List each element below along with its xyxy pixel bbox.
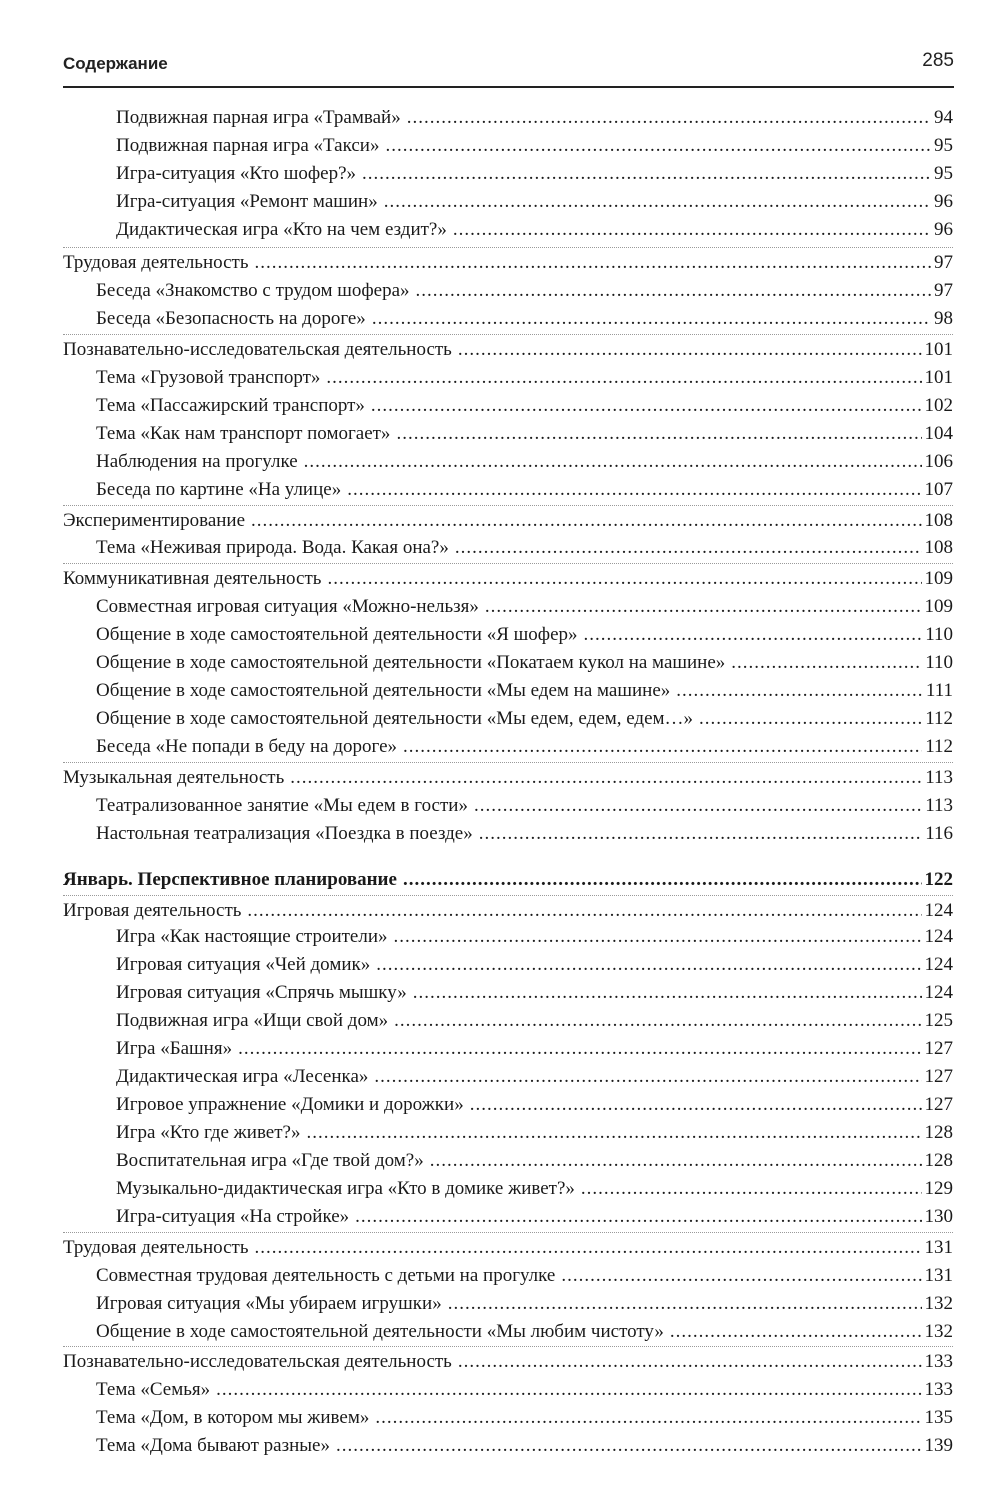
toc-entry[interactable] (63, 188, 953, 216)
dot-leader (455, 534, 922, 562)
toc-page-number: 111 (925, 680, 953, 701)
toc-entry[interactable] (63, 305, 953, 333)
toc-page-number: 131 (924, 1237, 953, 1258)
dot-leader (479, 820, 922, 848)
section-separator (63, 1346, 953, 1347)
toc-entry[interactable] (63, 593, 953, 621)
toc-entry-label: Тема «Пассажирский транспорт» (96, 395, 365, 416)
dot-leader (458, 1348, 922, 1376)
toc-entry-label: Игровая ситуация «Мы убираем игрушки» (96, 1293, 442, 1314)
toc-entry[interactable] (63, 1290, 953, 1318)
toc-entry-label: Трудовая деятельность (63, 1237, 249, 1258)
toc-entry[interactable] (63, 705, 953, 733)
toc-entry[interactable] (63, 1432, 953, 1460)
dot-leader (255, 1234, 922, 1262)
toc-entry-label: Тема «Дом, в котором мы живем» (96, 1407, 370, 1428)
dot-leader (376, 951, 921, 979)
toc-entry-label: Беседа «Безопасность на дороге» (96, 308, 366, 329)
toc-page-number: 95 (934, 135, 953, 156)
toc-entry[interactable] (63, 677, 953, 705)
toc-entry-label: Подвижная игра «Ищи свой дом» (116, 1010, 389, 1031)
section-separator (63, 1232, 953, 1233)
toc-section[interactable] (63, 336, 953, 364)
toc-section[interactable] (63, 1348, 953, 1376)
page-header (63, 46, 954, 88)
toc-page-number: 94 (934, 107, 953, 128)
toc-entry-label: Общение в ходе самостоятельной деятельности «Мы любим чистоту» (96, 1321, 664, 1342)
toc-entry-label: Музыкальная деятельность (63, 767, 285, 788)
toc-entry-label: Совместная трудовая деятельность с детьми на прогулке (96, 1265, 556, 1286)
section-separator (63, 895, 953, 896)
toc-entry-label: Общение в ходе самостоятельной деятельности «Мы едем, едем, едем…» (96, 708, 694, 729)
dot-leader (238, 1035, 921, 1063)
toc-page-number: 122 (924, 869, 953, 890)
toc-page-number: 124 (924, 926, 953, 947)
dot-leader (430, 1147, 922, 1175)
toc-entry-label: Музыкально-дидактическая игра «Кто в домике живет?» (116, 1178, 575, 1199)
toc-entry[interactable] (63, 1262, 953, 1290)
dot-leader (394, 1007, 921, 1035)
toc-entry[interactable] (63, 1091, 953, 1119)
toc-entry-label: Игра-ситуация «Кто шофер?» (116, 163, 356, 184)
toc-entry[interactable] (63, 448, 953, 476)
dot-leader (347, 476, 921, 504)
toc-entry-label: Познавательно-исследовательская деятельность (63, 1351, 452, 1372)
toc-entry[interactable] (63, 160, 953, 188)
toc-page-number: 106 (924, 451, 953, 472)
toc-entry-label: Дидактическая игра «Лесенка» (116, 1066, 369, 1087)
dot-leader (581, 1175, 922, 1203)
toc-page-number: 96 (934, 219, 953, 240)
toc-entry[interactable] (63, 364, 953, 392)
toc-entry-label: Экспериментирование (63, 510, 246, 531)
section-separator (63, 334, 953, 335)
dot-leader (561, 1262, 921, 1290)
section-separator (63, 247, 953, 248)
dot-leader (407, 104, 931, 132)
toc-entry[interactable] (63, 392, 953, 420)
toc-entry-label: Совместная игровая ситуация «Можно-нельзя» (96, 596, 479, 617)
toc-section[interactable] (63, 764, 953, 792)
toc-page-number: 104 (924, 423, 953, 444)
toc-entry[interactable] (63, 216, 953, 244)
toc-entry[interactable] (63, 649, 953, 677)
toc-page-number: 125 (924, 1010, 953, 1031)
dot-leader (327, 565, 921, 593)
toc-page-number: 139 (924, 1435, 953, 1456)
dot-leader (336, 1432, 922, 1460)
toc-page-number: 133 (924, 1379, 953, 1400)
toc-page-number: 110 (925, 624, 953, 645)
dot-leader (699, 705, 922, 733)
toc-page-number: 128 (924, 1150, 953, 1171)
toc-page-number: 124 (924, 982, 953, 1003)
toc-chapter[interactable] (63, 866, 953, 894)
toc-page-number: 113 (925, 795, 953, 816)
dot-leader (396, 420, 921, 448)
toc-entry-label: Подвижная парная игра «Такси» (116, 135, 380, 156)
dot-leader (374, 1063, 921, 1091)
toc-entry-label: Беседа «Не попади в беду на дороге» (96, 736, 398, 757)
dot-leader (384, 188, 931, 216)
toc-entry-label: Игра-ситуация «На стройке» (116, 1206, 350, 1227)
dot-leader (372, 305, 931, 333)
toc-entry[interactable] (63, 1147, 953, 1175)
toc-entry-label: Общение в ходе самостоятельной деятельности «Я шофер» (96, 624, 578, 645)
toc-entry[interactable] (63, 1203, 953, 1231)
dot-leader (731, 649, 922, 677)
toc-entry-label: Общение в ходе самостоятельной деятельности «Покатаем кукол на машине» (96, 652, 726, 673)
dot-leader (448, 1290, 922, 1318)
toc-entry-label: Игра «Как настоящие строители» (116, 926, 388, 947)
dot-leader (290, 764, 922, 792)
toc-entry-label: Тема «Дома бывают разные» (96, 1435, 330, 1456)
section-separator (63, 563, 953, 564)
toc-page-number: 135 (924, 1407, 953, 1428)
dot-leader (403, 733, 922, 761)
toc-page-number: 133 (924, 1351, 953, 1372)
toc-entry-label: Общение в ходе самостоятельной деятельности «Мы едем на машине» (96, 680, 671, 701)
dot-leader (362, 160, 931, 188)
toc-entry-label: Настольная театрализация «Поездка в поезде» (96, 823, 473, 844)
toc-entry[interactable] (63, 1175, 953, 1203)
toc-page-number: 98 (934, 308, 953, 329)
toc-entry-label: Беседа по картине «На улице» (96, 479, 342, 500)
toc-page-number: 95 (934, 163, 953, 184)
toc-section[interactable] (63, 1234, 953, 1262)
toc-page-number: 110 (925, 652, 953, 673)
toc-entry[interactable] (63, 621, 953, 649)
dot-leader (474, 792, 922, 820)
toc-entry[interactable] (63, 1063, 953, 1091)
dot-leader (394, 923, 922, 951)
dot-leader (375, 1404, 921, 1432)
toc-entry[interactable] (63, 979, 953, 1007)
toc-entry[interactable] (63, 104, 953, 132)
toc-entry[interactable] (63, 420, 953, 448)
toc-entry-label: Познавательно-исследовательская деятельность (63, 339, 452, 360)
toc-entry-label: Игровая деятельность (63, 900, 242, 921)
toc-page-number: 113 (925, 767, 953, 788)
toc-page-number: 96 (934, 191, 953, 212)
toc-section[interactable] (63, 249, 953, 277)
toc-page-number: 127 (924, 1066, 953, 1087)
toc-entry[interactable] (63, 792, 953, 820)
toc-page-number: 97 (934, 252, 953, 273)
toc-entry-label: Подвижная парная игра «Трамвай» (116, 107, 401, 128)
toc-entry-label: Коммуникативная деятельность (63, 568, 322, 589)
toc-entry[interactable] (63, 1376, 953, 1404)
page-number: 285 (922, 50, 954, 71)
dot-leader (470, 1091, 922, 1119)
toc-entry-label: Тема «Как нам транспорт помогает» (96, 423, 391, 444)
section-separator (63, 505, 953, 506)
toc-entry-label: Игровая ситуация «Спрячь мышку» (116, 982, 407, 1003)
toc-entry[interactable] (63, 277, 953, 305)
dot-leader (458, 336, 922, 364)
dot-leader (304, 448, 922, 476)
toc-entry-label: Трудовая деятельность (63, 252, 249, 273)
toc-entry-label: Тема «Неживая природа. Вода. Какая она?» (96, 537, 449, 558)
toc-page-number: 108 (924, 510, 953, 531)
toc-entry[interactable] (63, 1007, 953, 1035)
toc-entry-label: Тема «Грузовой транспорт» (96, 367, 321, 388)
toc-page-number: 109 (924, 568, 953, 589)
toc-page-number: 116 (925, 823, 953, 844)
toc-page-number: 108 (924, 537, 953, 558)
toc-entry-label: Игровое упражнение «Домики и дорожки» (116, 1094, 464, 1115)
toc-entry[interactable] (63, 132, 953, 160)
toc-entry-label: Театрализованное занятие «Мы едем в гости» (96, 795, 468, 816)
dot-leader (670, 1318, 922, 1346)
toc-entry[interactable] (63, 1404, 953, 1432)
toc-entry-label: Игра «Кто где живет?» (116, 1122, 301, 1143)
toc-entry-label: Воспитательная игра «Где твой дом?» (116, 1150, 424, 1171)
dot-leader (584, 621, 923, 649)
toc-entry-label: Игра «Башня» (116, 1038, 233, 1059)
toc-page-number: 131 (924, 1265, 953, 1286)
toc-page-number: 112 (925, 736, 953, 757)
dot-leader (306, 1119, 921, 1147)
toc-page-number: 128 (924, 1122, 953, 1143)
dot-leader (255, 249, 931, 277)
toc-page-number: 129 (924, 1178, 953, 1199)
toc-page-number: 127 (924, 1038, 953, 1059)
dot-leader (326, 364, 921, 392)
toc-entry[interactable] (63, 1035, 953, 1063)
toc-entry[interactable] (63, 733, 953, 761)
toc-page-number: 102 (924, 395, 953, 416)
dot-leader (355, 1203, 921, 1231)
toc-entry-label: Беседа «Знакомство с трудом шофера» (96, 280, 410, 301)
section-separator (63, 762, 953, 763)
dot-leader (216, 1376, 921, 1404)
toc-entry-label: Тема «Семья» (96, 1379, 211, 1400)
toc-entry-label: Игра-ситуация «Ремонт машин» (116, 191, 378, 212)
toc-page-number: 124 (924, 954, 953, 975)
toc-section[interactable] (63, 565, 953, 593)
toc-entry-label: Игровая ситуация «Чей домик» (116, 954, 371, 975)
page-title: Содержание (63, 54, 168, 73)
toc-page-number: 127 (924, 1094, 953, 1115)
dot-leader (416, 277, 931, 305)
dot-leader (453, 216, 931, 244)
dot-leader (371, 392, 922, 420)
dot-leader (385, 132, 931, 160)
toc-page-number: 112 (925, 708, 953, 729)
toc-entry[interactable] (63, 476, 953, 504)
toc-page-number: 132 (924, 1321, 953, 1342)
toc-entry[interactable] (63, 923, 953, 951)
toc-entry-label: Дидактическая игра «Кто на чем ездит?» (116, 219, 447, 240)
dot-leader (403, 866, 922, 894)
toc-page-number: 101 (924, 367, 953, 388)
toc-entry[interactable] (63, 1318, 953, 1346)
toc-entry-label: Январь. Перспективное планирование (63, 869, 397, 890)
toc-page-number: 132 (924, 1293, 953, 1314)
toc-entry[interactable] (63, 951, 953, 979)
toc-entry-label: Наблюдения на прогулке (96, 451, 298, 472)
dot-leader (247, 897, 921, 925)
dot-leader (413, 979, 922, 1007)
toc-entry[interactable] (63, 534, 953, 562)
toc-page-number: 130 (924, 1206, 953, 1227)
dot-leader (251, 507, 921, 535)
dot-leader (676, 677, 923, 705)
toc-page-number: 109 (924, 596, 953, 617)
toc-page-number: 97 (934, 280, 953, 301)
dot-leader (485, 593, 922, 621)
toc-page-number: 101 (924, 339, 953, 360)
toc-entry[interactable] (63, 1119, 953, 1147)
toc-page-number: 107 (924, 479, 953, 500)
toc-section[interactable] (63, 507, 953, 535)
toc-entry[interactable] (63, 820, 953, 848)
toc-page-number: 124 (924, 900, 953, 921)
toc-section[interactable] (63, 897, 953, 925)
